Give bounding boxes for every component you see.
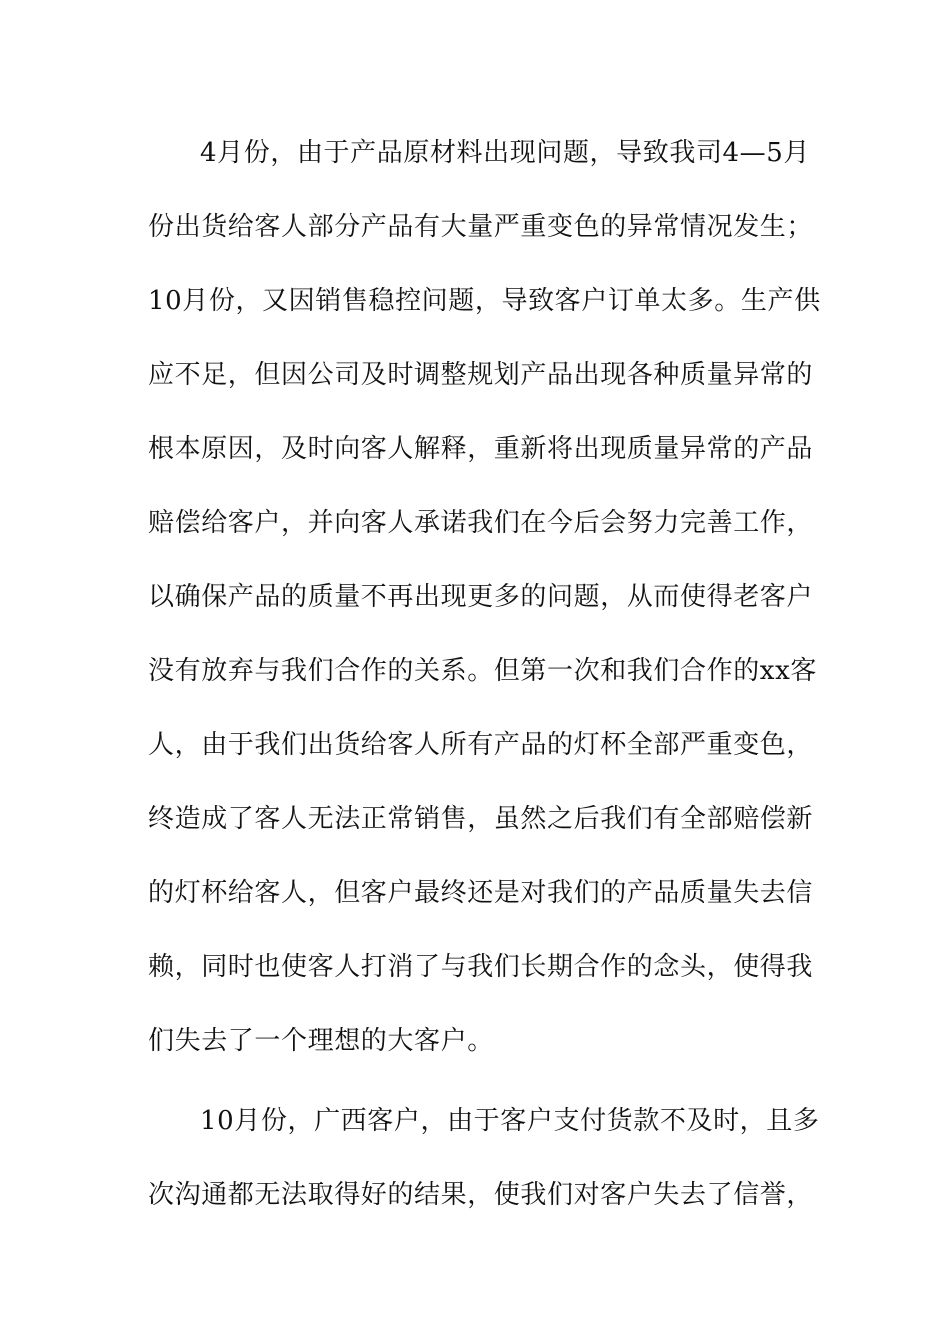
- paragraph-1-line-12: 赖，同时也使客人打消了与我们长期合作的念头，使得我: [148, 952, 814, 982]
- paragraph-1-line-6: 赔偿给客户，并向客人承诺我们在今后会努力完善工作，: [148, 508, 814, 538]
- paragraph-1-line-10: 终造成了客人无法正常销售，虽然之后我们有全部赔偿新: [148, 804, 814, 834]
- paragraph-1-line-13: 们失去了一个理想的大客户。: [148, 1026, 494, 1056]
- paragraph-1-line-8: 没有放弃与我们合作的关系。但第一次和我们合作的xx客: [148, 656, 817, 686]
- paragraph-1-line-11: 的灯杯给客人，但客户最终还是对我们的产品质量失去信: [148, 878, 814, 908]
- paragraph-2-line-1: 10月份，广西客户，由于客户支付货款不及时，且多: [200, 1106, 820, 1136]
- paragraph-1-line-3: 10月份，又因销售稳控问题，导致客户订单太多。生产供: [148, 286, 821, 316]
- paragraph-1-line-7: 以确保产品的质量不再出现更多的问题，从而使得老客户: [148, 582, 814, 612]
- paragraph-1-line-1: 4月份，由于产品原材料出现问题，导致我司4—5月: [200, 138, 811, 168]
- paragraph-1-line-2: 份出货给客人部分产品有大量严重变色的异常情况发生；: [148, 212, 814, 242]
- paragraph-1-line-9: 人，由于我们出货给客人所有产品的灯杯全部严重变色，: [148, 730, 814, 760]
- paragraph-1-line-5: 根本原因，及时向客人解释，重新将出现质量异常的产品: [148, 434, 814, 464]
- paragraph-1-line-4: 应不足，但因公司及时调整规划产品出现各种质量异常的: [148, 360, 814, 390]
- paragraph-2-line-2: 次沟通都无法取得好的结果，使我们对客户失去了信誉，: [148, 1180, 814, 1210]
